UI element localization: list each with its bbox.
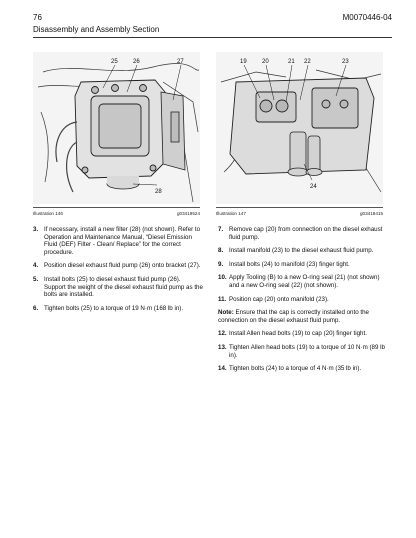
callout-21: 21 [288, 59, 295, 65]
illustration-146-caption: Illustration 146 [33, 211, 63, 216]
step-7 [218, 226, 390, 241]
step-number: 11. [218, 295, 227, 303]
step-number: 13. [218, 343, 227, 351]
header-rule [33, 37, 392, 38]
step-text: Remove cap (20) from connection on the diesel exhaust fluid pump. [229, 226, 383, 241]
callout-23: 23 [342, 59, 349, 65]
step-14 [218, 365, 390, 373]
step-13 [218, 344, 390, 359]
step-number: 12. [218, 330, 227, 338]
step-5 [33, 276, 203, 299]
illustration-146-image [33, 52, 200, 204]
callout-28: 28 [155, 189, 162, 195]
step-8 [218, 247, 390, 255]
section-title: Disassembly and Assembly Section [33, 25, 160, 34]
right-steps-column [218, 226, 390, 379]
step-text: Apply Tooling (B) to a new O-ring seal (21) (not shown) and a new O-ring seal (22) (not shown). [229, 274, 380, 289]
note-text: Ensure that the cap is correctly installed onto the connection on the diesel exhaust fluid pump. [218, 309, 369, 324]
step-text: Install bolts (24) to manifold (23) finger tight. [229, 260, 350, 268]
illustration-147-image [216, 52, 383, 204]
illustration-147-number: g03419415 [360, 211, 383, 216]
document-id: M0070446-04 [342, 13, 392, 22]
step-number: 14. [218, 365, 227, 373]
note [218, 309, 390, 324]
step-number: 6. [33, 304, 39, 312]
step-number: 5. [33, 275, 39, 283]
callout-22: 22 [304, 59, 311, 65]
step-3 [33, 226, 203, 256]
callout-24: 24 [310, 184, 317, 190]
step-text: Install Allen head bolts (19) to cap (20) finger tight. [229, 330, 367, 338]
illustration-147-caption: Illustration 147 [216, 211, 246, 216]
step-11 [218, 296, 390, 304]
figure-caption-rule [33, 207, 200, 208]
callout-20: 20 [262, 59, 269, 65]
step-text: If necessary, install a new filter (28) (not shown). Refer to Operation and Maintenance Manual, “Diesel Emission Fluid (DEF) Filter - Clean/ Replace” for the correct procedure. [44, 226, 201, 256]
callout-25: 25 [111, 59, 118, 65]
step-number: 4. [33, 262, 39, 270]
callout-27: 27 [177, 59, 184, 65]
step-number: 10. [218, 274, 227, 282]
callout-26: 26 [133, 59, 140, 65]
step-9 [218, 261, 390, 269]
step-4 [33, 262, 203, 270]
callout-19: 19 [240, 59, 247, 65]
step-text: Tighten Allen head bolts (19) to a torque of 10 N·m (89 lb in). [229, 343, 385, 359]
figure-caption-rule [216, 207, 383, 208]
step-text: Install manifold (23) to the diesel exhaust fluid pump. [229, 247, 374, 255]
step-10 [218, 274, 390, 289]
step-number: 9. [218, 260, 224, 268]
note-label: Note: [218, 309, 234, 317]
step-number: 7. [218, 226, 224, 233]
step-number: 8. [218, 247, 224, 255]
illustration-146-number: g03419524 [177, 211, 200, 216]
step-12 [218, 330, 390, 338]
step-text: Tighten bolts (24) to a torque of 4 N·m (35 lb in). [229, 365, 362, 373]
step-number: 3. [33, 226, 39, 233]
step-6 [33, 305, 203, 313]
left-steps-column [33, 226, 203, 318]
step-text: Position cap (20) onto manifold (23). [229, 295, 329, 303]
step-text: Install bolts (25) to diesel exhaust fluid pump (26). Support the weight of the diesel exhaust fluid pump as the bolts are installed. [44, 275, 203, 299]
page-number: 76 [33, 13, 42, 22]
step-text: Position diesel exhaust fluid pump (26) onto bracket (27). [44, 262, 201, 270]
step-text: Tighten bolts (25) to a torque of 19 N·m (168 lb in). [44, 304, 184, 312]
